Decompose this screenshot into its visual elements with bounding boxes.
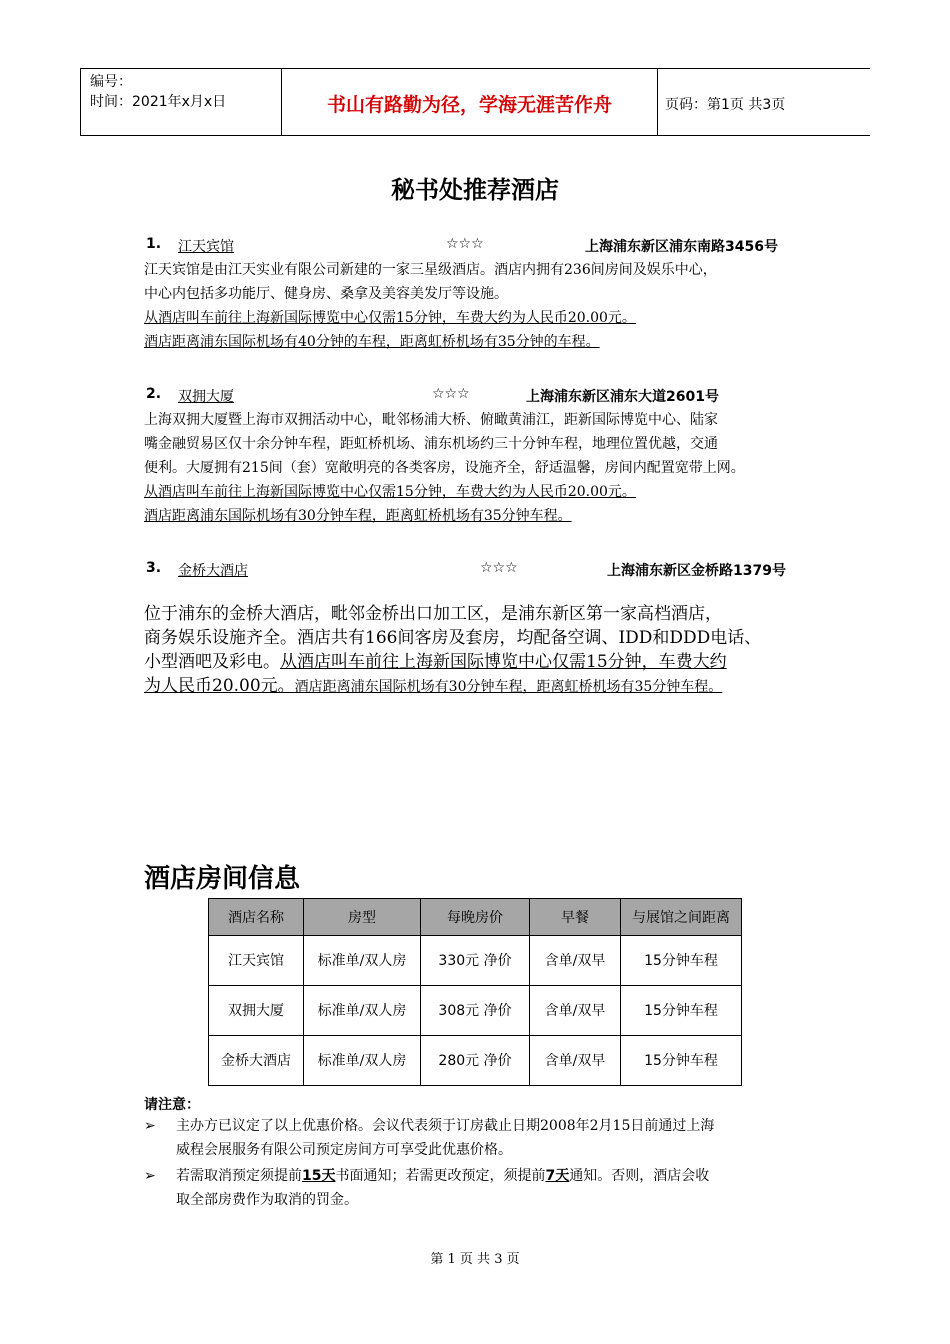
column-header: 与展馆之间距离 (621, 899, 742, 936)
hotel-1-desc-line: 中心内包括多功能厅、健身房、桑拿及美容美发厅等设施。 (144, 286, 508, 302)
header-divider-2 (657, 68, 658, 136)
header-motto: 书山有路勤为径，学海无涯苦作舟 (326, 94, 612, 116)
cell-price: 330元 净价 (421, 936, 530, 986)
hotel-2-airport-info: 酒店距离浦东国际机场有30分钟车程，距离虹桥机场有35分钟车程。 (144, 508, 572, 524)
hotel-1-description (144, 258, 824, 354)
hotel-2-desc-line: 上海双拥大厦暨上海市双拥活动中心，毗邻杨浦大桥、俯瞰黄浦江，距新国际博览中心、陆家 (144, 412, 718, 428)
room-info-table (208, 898, 742, 1086)
cell-price: 308元 净价 (421, 986, 530, 1036)
hotel-3-desc-line: 商务娱乐设施齐全。酒店共有166间客房及套房，均配备空调、IDD和DDD电话、 (144, 628, 762, 648)
notes-title: 请注意： (144, 1097, 200, 1113)
hotel-2-desc-line: 便利。大厦拥有215间（套）宽敞明亮的各类客房，设施齐全，舒适温馨，房间内配置宽带上网。 (144, 460, 745, 476)
cell-breakfast: 含单/双早 (530, 936, 621, 986)
header-left-border (80, 68, 81, 136)
cell-distance: 15分钟车程 (621, 1036, 742, 1086)
header-date: 时间：2021年x月x日 (90, 94, 227, 110)
note-2-text: 书面通知；若需更改预定，须提前 (335, 1168, 546, 1184)
cell-breakfast: 含单/双早 (530, 1036, 621, 1086)
note-1-line: 主办方已议定了以上优惠价格。会议代表须于订房截止日期2008年2月15日前通过上海 (176, 1118, 715, 1134)
hotel-2-name: 双拥大厦 (178, 389, 234, 405)
hotel-2-stars: ☆☆☆ (432, 386, 470, 402)
note-2-text: 若需取消预定须提前 (176, 1168, 302, 1184)
hotel-1-name: 江天宾馆 (178, 239, 234, 255)
hotel-3-address: 上海浦东新区金桥路1379号 (607, 563, 786, 579)
column-header: 早餐 (530, 899, 621, 936)
cell-room-type: 标准单/双人房 (304, 1036, 421, 1086)
header-number: 编号： (90, 74, 132, 90)
hotel-3-taxi-info: 从酒店叫车前往上海新国际博览中心仅需15分钟，车费大约 (280, 652, 727, 672)
hotel-2-address: 上海浦东新区浦东大道2601号 (526, 389, 719, 405)
arrow-bullet-icon: ➢ (144, 1168, 156, 1184)
hotel-3-stars: ☆☆☆ (480, 560, 518, 576)
table-header-row (209, 899, 742, 936)
hotel-1-stars: ☆☆☆ (446, 236, 484, 252)
hotel-3-airport-info: 酒店距离浦东国际机场有30分钟车程，距离虹桥机场有35分钟车程。 (294, 679, 723, 695)
hotel-3-description (144, 602, 834, 699)
cell-hotel-name: 双拥大厦 (209, 986, 304, 1036)
hotel-3-desc-line: 小型酒吧及彩电。 (144, 652, 280, 672)
cell-distance: 15分钟车程 (621, 936, 742, 986)
header-top-rule (80, 68, 870, 69)
cell-distance: 15分钟车程 (621, 986, 742, 1036)
hotel-2-taxi-info: 从酒店叫车前往上海新国际博览中心仅需15分钟，车费大约为人民币20.00元。 (144, 484, 636, 500)
note-2-text: 通知。否则，酒店会收 (569, 1168, 710, 1184)
table-row (209, 986, 742, 1036)
hotel-1-number: 1. (146, 236, 162, 252)
cell-hotel-name: 江天宾馆 (209, 936, 304, 986)
page-footer: 第 1 页 共 3 页 (430, 1252, 520, 1267)
note-item-1 (176, 1114, 816, 1162)
room-info-heading: 酒店房间信息 (144, 864, 301, 894)
hotel-3-fare-info: 为人民币20.00元。 (144, 676, 295, 696)
column-header: 房型 (304, 899, 421, 936)
table-row (209, 1036, 742, 1086)
cell-room-type: 标准单/双人房 (304, 986, 421, 1036)
hotel-3-desc-line: 位于浦东的金桥大酒店，毗邻金桥出口加工区，是浦东新区第一家高档酒店， (144, 604, 722, 624)
hotel-2-desc-line: 嘴金融贸易区仅十余分钟车程，距虹桥机场、浦东机场约三十分钟车程，地理位置优越，交通 (144, 436, 718, 452)
cell-hotel-name: 金桥大酒店 (209, 1036, 304, 1086)
hotel-1-taxi-info: 从酒店叫车前往上海新国际博览中心仅需15分钟，车费大约为人民币20.00元。 (144, 310, 636, 326)
cell-breakfast: 含单/双早 (530, 986, 621, 1036)
header-page-number: 页码：第1页 共3页 (665, 97, 786, 113)
hotel-3-number: 3. (146, 560, 162, 576)
change-days: 7天 (545, 1168, 570, 1184)
column-header: 酒店名称 (209, 899, 304, 936)
note-1-line: 威程会展服务有限公司预定房间方可享受此优惠价格。 (176, 1142, 512, 1158)
table-row (209, 936, 742, 986)
header-bottom-rule (80, 135, 870, 136)
header-meta (90, 72, 226, 112)
arrow-bullet-icon: ➢ (144, 1118, 156, 1134)
column-header: 每晚房价 (421, 899, 530, 936)
hotel-3-name: 金桥大酒店 (178, 563, 248, 579)
cancel-days: 15天 (302, 1168, 336, 1184)
page-title: 秘书处推荐酒店 (391, 176, 559, 204)
hotel-2-number: 2. (146, 386, 162, 402)
hotel-1-airport-info: 酒店距离浦东国际机场有40分钟的车程，距离虹桥机场有35分钟的车程。 (144, 334, 600, 350)
hotel-1-address: 上海浦东新区浦东南路3456号 (585, 239, 778, 255)
note-2-line: 取全部房费作为取消的罚金。 (176, 1192, 358, 1208)
note-item-2 (176, 1164, 816, 1212)
hotel-1-desc-line: 江天宾馆是由江天实业有限公司新建的一家三星级酒店。酒店内拥有236间房间及娱乐中心， (144, 262, 717, 278)
cell-price: 280元 净价 (421, 1036, 530, 1086)
cell-room-type: 标准单/双人房 (304, 936, 421, 986)
hotel-2-description (144, 408, 834, 528)
